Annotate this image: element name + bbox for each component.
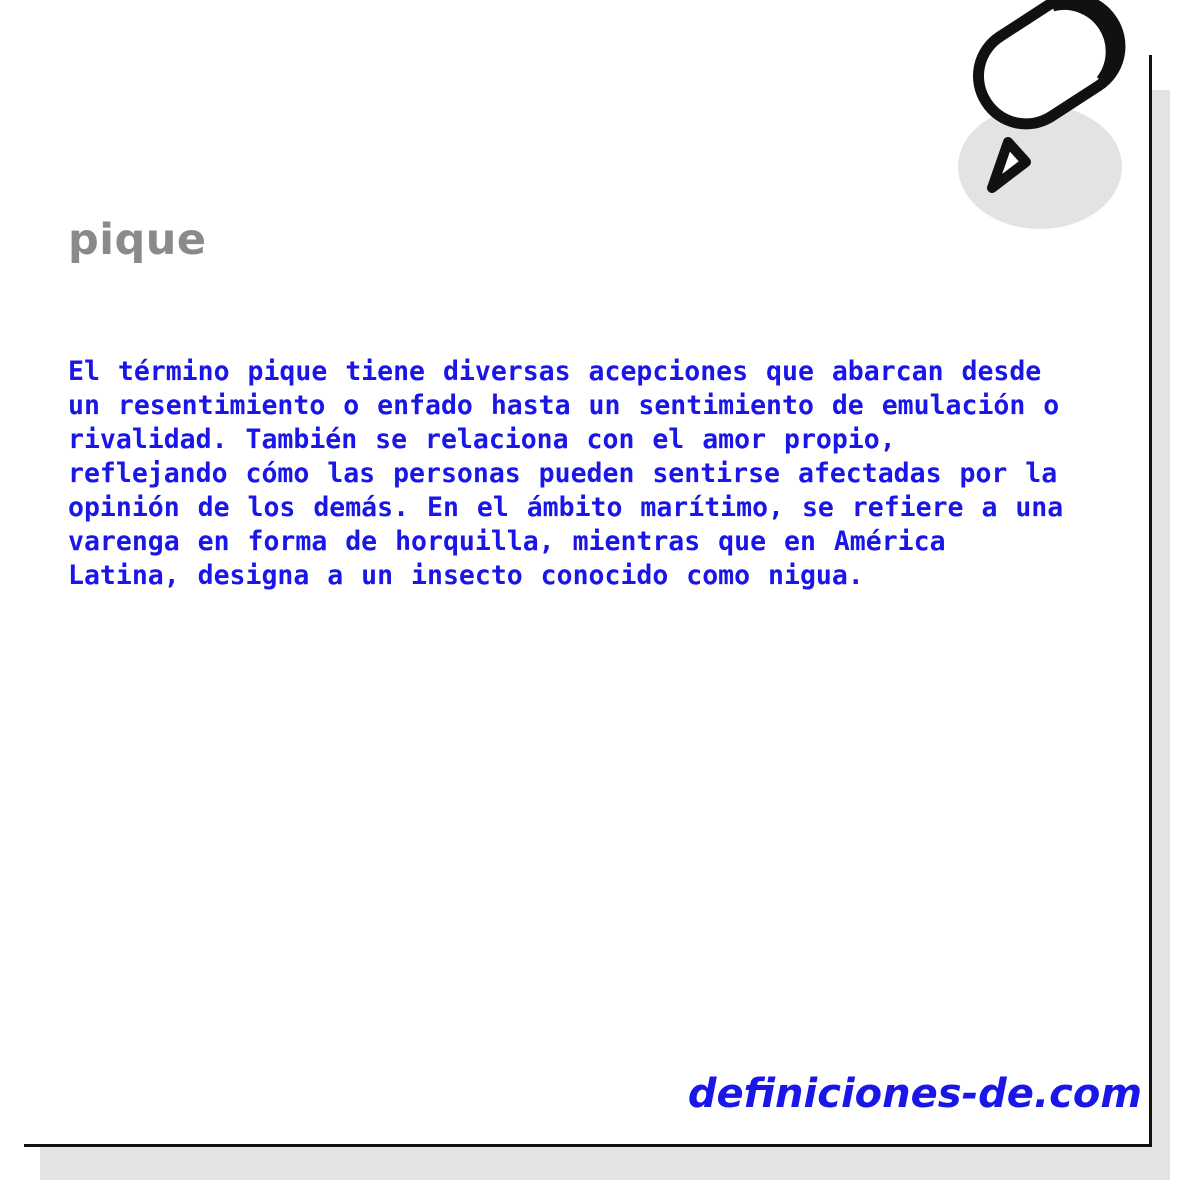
- push-pin-icon: [930, 0, 1170, 242]
- definition-text: El término pique tiene diversas acepciones que abarcan desde un resentimiento o enfado hasta un sentimiento de emulación o rivalidad. También se relaciona con el amor propio, reflejando cómo las personas pueden sentirse afectadas por la opinión de los demás. En el ámbito marítimo, se refiere a una varenga en forma de horquilla, mientras que en América Latina, designa a un insecto conocido como nigua.: [68, 356, 1064, 591]
- page-title: pique: [68, 215, 207, 265]
- site-brand: definiciones-de.com: [687, 1071, 1142, 1117]
